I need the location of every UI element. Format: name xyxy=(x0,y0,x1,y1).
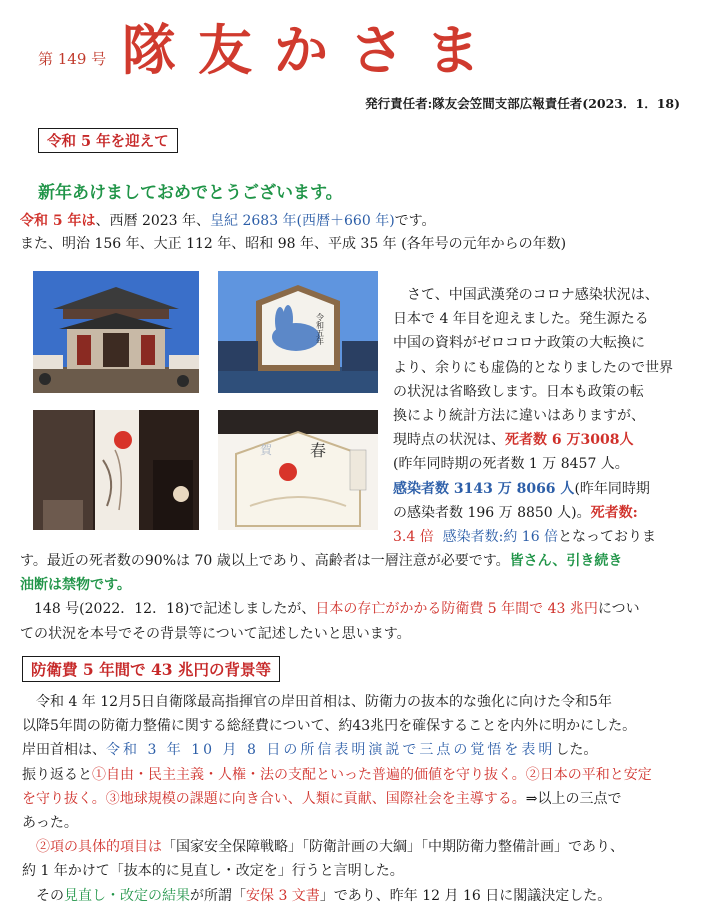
covid-line-11 xyxy=(393,525,673,549)
full-line-1 xyxy=(20,549,640,573)
defense-line-3 xyxy=(22,738,652,762)
defense-line-1: 令和 4 年 12月5日自衛隊最高指揮官の岸田首相は、防衛力の抜本的な強化に向けた令和5年 xyxy=(22,694,612,710)
covid-line-5: の状況は省略致します。日本も政策の転 xyxy=(393,383,644,400)
resolve-points: ①自由・民主主義・人権・法の支配といった普遍的価値を守り抜く。②日本の平和と安定 xyxy=(92,766,652,783)
covid-line-2: 日本で 4 年目を迎えました。発生源たる xyxy=(393,311,649,328)
defense-line-7 xyxy=(22,835,652,859)
covid-line-6: 換により統計方法に違いはありますが、 xyxy=(393,408,645,425)
resolve-points-cont: を守り抜く。③地球規模の課題に向き合い、人類に貢献、国際社会を主導する。 xyxy=(22,790,526,807)
iwayuru-text: が所謂「 xyxy=(190,887,246,904)
full-line-4: ての状況を本号でその背景等について記述したいと思います。 xyxy=(20,625,411,642)
caution-note: 皆さん、引き続き xyxy=(509,553,623,569)
covid-line-4: より、余りにも虚偽的となりましたので世界 xyxy=(393,359,673,376)
policy-speech: 令和 3 年 10 月 8 日の所信表明演説で三点の覚悟を表明 xyxy=(106,742,556,759)
three-points-summary: ⇒以上の三点で xyxy=(525,790,622,807)
covid-line-7 xyxy=(393,428,673,452)
covid-line-1: さて、中国武漢発のコロナ感染状況は、 xyxy=(393,287,659,303)
defense-line-4 xyxy=(22,763,652,787)
death-ratio-label: 死者数: xyxy=(590,504,638,521)
svg-text:賀: 賀 xyxy=(260,443,273,457)
covid-line-9 xyxy=(393,477,673,501)
death-count: 死者数 6 万3008人 xyxy=(505,432,634,449)
full-line-2: 油断は禁物です。 xyxy=(20,577,131,594)
defense-line-9 xyxy=(22,884,652,908)
new-year-greeting: 新年あけましておめでとうございます。 xyxy=(38,183,343,203)
ratio-tail: となっておりま xyxy=(558,529,657,546)
publisher-line: 発行責任者:隊友会笠間支部広報責任者(2023．1．18) xyxy=(365,96,680,111)
current-status-text: 現時点の状況は、 xyxy=(393,432,505,449)
elderly-note: す。最近の死者数の90%は 70 歳以上であり、高齢者は一層注意が必要です。 xyxy=(20,553,510,569)
looking-back: 振り返ると xyxy=(22,766,92,783)
defense-line-2: 以降5年間の防衛力整備に関する総経費について、約43兆円を確保することを内外に明かにした。 xyxy=(22,718,637,735)
section-heading-reiwa5: 令和 5 年を迎えて xyxy=(38,128,178,153)
covid-line-8: (昨年同時期の死者数 1 万 8457 人。 xyxy=(393,456,629,473)
defense-line-5 xyxy=(22,787,652,811)
plaque-text: 令和五年 xyxy=(315,313,325,345)
cabinet-decision: 」であり、昨年 12 月 16 日に閣議決定した。 xyxy=(319,887,612,904)
spring-plaque-photo xyxy=(218,410,378,530)
prev-issue-ref: 148 号(2022．12．18)で記述しましたが、 xyxy=(20,601,316,618)
defense-budget-highlight: 日本の存亡がかかる防衛費 5 年間で 43 兆円 xyxy=(315,601,598,618)
three-documents-list: 「国家安全保障戦略」「防衛計画の大綱」「中期防衛力整備計画」であり、 xyxy=(162,839,624,856)
full-line-3 xyxy=(20,597,640,621)
sono-text: その xyxy=(22,887,64,904)
section-heading-defense: 防衛費 5 年間で 43 兆円の背景等 xyxy=(22,656,280,682)
shrine-gate-photo xyxy=(33,271,199,393)
spring-character: 春 xyxy=(310,441,327,460)
last-year-infection: の感染者数 196 万 8850 人)。 xyxy=(393,504,591,521)
full-width-paragraph xyxy=(20,549,640,646)
last-year-text: (昨年同時期 xyxy=(574,480,650,497)
covid-paragraph xyxy=(393,283,673,549)
desu-text: です。 xyxy=(394,213,436,229)
three-security-documents: 安保 3 文書 xyxy=(246,887,320,904)
era-line-2: また、明治 156 年、大正 112 年、昭和 98 年、平成 35 年 (各年号の元年からの年数) xyxy=(20,236,567,252)
revision-result: 見直し・改定の結果 xyxy=(64,887,190,904)
death-ratio: 3.4 倍 xyxy=(393,529,434,546)
defense-line-3-tail: した。 xyxy=(555,742,598,759)
kouki-year: 皇紀 2683 年(西暦＋660 年) xyxy=(210,213,395,229)
pm-kishida: 岸田首相は、 xyxy=(22,742,106,759)
lantern-photo xyxy=(33,410,199,530)
item2-detail: ②項の具体的項目は xyxy=(36,839,162,856)
issue-number: 第 149 号 xyxy=(38,50,107,68)
indent xyxy=(22,839,36,855)
reiwa-year: 令和 5 年は xyxy=(20,213,96,229)
defense-line-8: 約 1 年かけて「抜本的に見直し・改定を」行うと言明した。 xyxy=(22,863,404,880)
infection-ratio: 感染者数:約 16 倍 xyxy=(442,529,559,546)
era-line-1 xyxy=(20,210,436,233)
seireki-text: 、西暦 2023 年、 xyxy=(95,213,211,229)
defense-paragraph xyxy=(22,690,652,908)
infection-count: 感染者数 3143 万 8066 人 xyxy=(393,480,575,497)
covid-line-10 xyxy=(393,501,673,525)
newsletter-title: 隊友かさま xyxy=(122,18,502,82)
defense-line-6: あった。 xyxy=(22,815,78,832)
covid-line-3: 中国の資料がゼロコロナ政策の大転換に xyxy=(393,335,645,352)
rabbit-plaque-photo xyxy=(218,271,378,393)
full-line-3-tail: につい xyxy=(597,601,640,618)
